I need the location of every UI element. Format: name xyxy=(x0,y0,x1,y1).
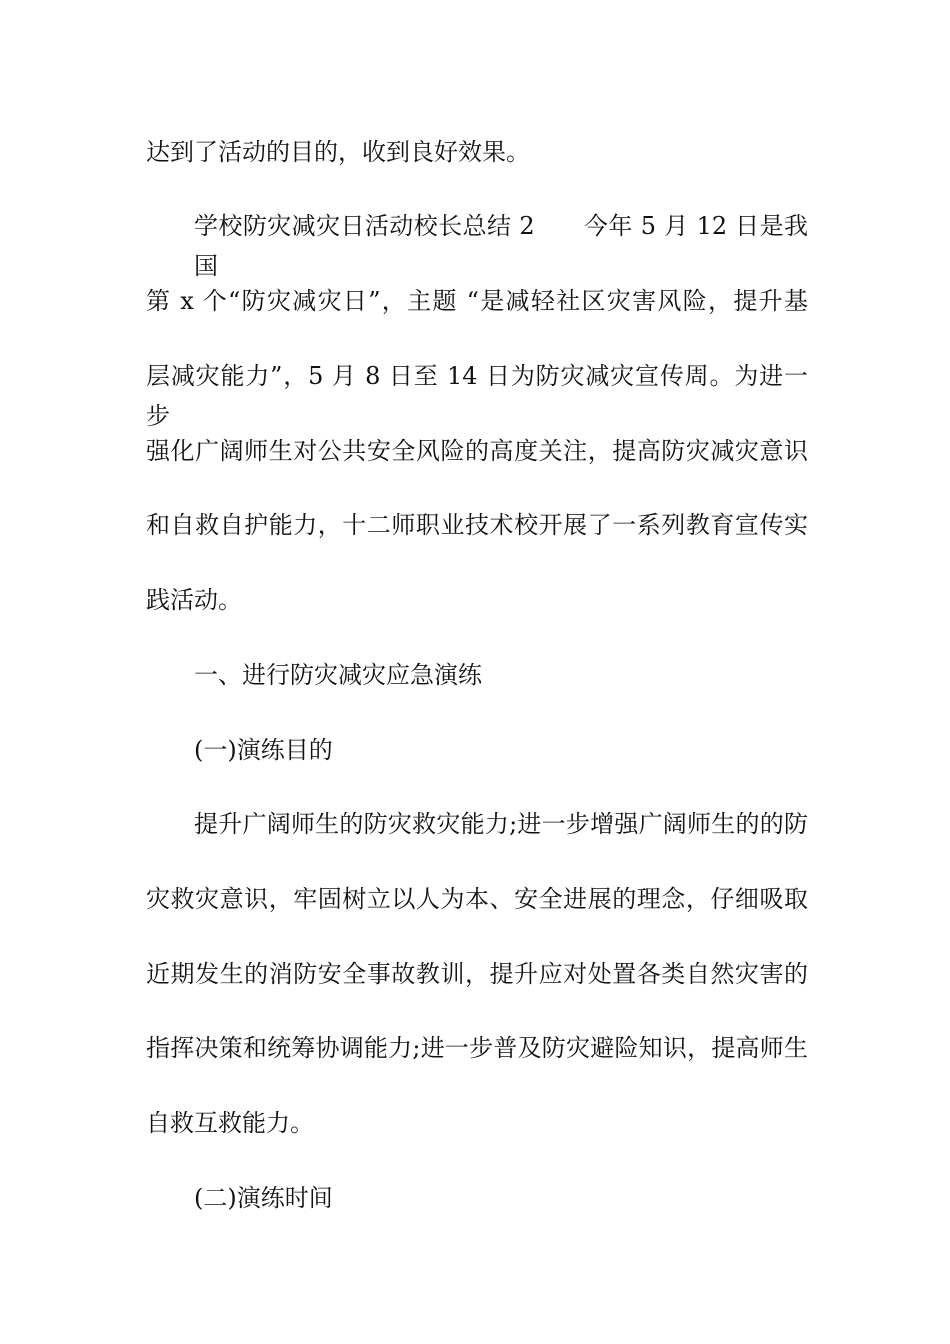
paragraph-line: 提升广阔师生的防灾救灾能力;进一步增强广阔师生的的防 xyxy=(194,810,808,838)
paragraph-line: 层减灾能力”，5 月 8 日至 14 日为防灾减灾宣传周。为进一步 xyxy=(146,362,808,430)
section-heading: 一、进行防灾减灾应急演练 xyxy=(194,661,482,689)
paragraph-line: 强化广阔师生对公共安全风险的高度关注，提高防灾减灾意识 xyxy=(146,437,808,465)
paragraph-line: 指挥决策和统筹协调能力;进一步普及防灾避险知识，提高师生 xyxy=(146,1034,808,1062)
paragraph-line: 灾救灾意识，牢固树立以人为本、安全进展的理念，仔细吸取 xyxy=(146,885,808,913)
subsection-heading: (二)演练时间 xyxy=(194,1184,333,1212)
paragraph-line: 践活动。 xyxy=(146,586,242,614)
paragraph-line: 自救互救能力。 xyxy=(146,1109,314,1137)
subsection-heading: (一)演练目的 xyxy=(194,736,333,764)
paragraph-line: 第 x 个“防灾减灾日”，主题 “是减轻社区灾害风险，提升基 xyxy=(146,287,808,315)
paragraph-line: 达到了活动的目的，收到良好效果。 xyxy=(146,138,530,166)
paragraph-line: 近期发生的消防安全事故教训，提升应对处置各类自然灾害的 xyxy=(146,960,808,988)
paragraph-line: 学校防灾减灾日活动校长总结 2 今年 5 月 12 日是我国 xyxy=(194,212,808,280)
paragraph-line: 和自救自护能力，十二师职业技术校开展了一系列教育宣传实 xyxy=(146,511,808,539)
